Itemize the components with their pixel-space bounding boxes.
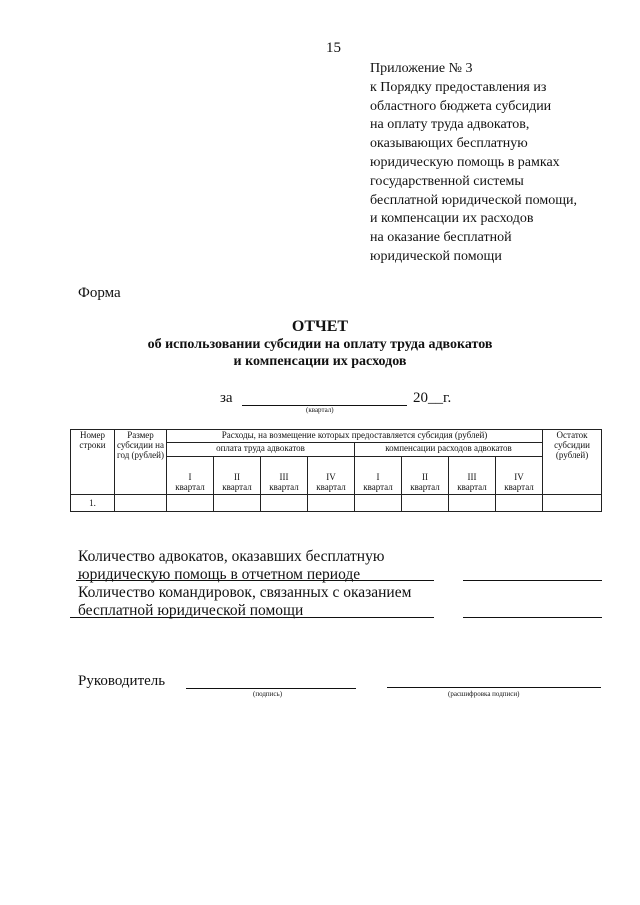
- header-subsidy-size: Размер субсидии на год (рублей): [115, 430, 167, 495]
- lawyers-count-label: Количество адвокатов, оказавших бесплатную юридическую помощь в отчетном периоде: [78, 548, 385, 583]
- appendix-line: юридическую помощь в рамках: [370, 154, 560, 170]
- page-number: 15: [326, 40, 341, 56]
- table-cell[interactable]: [496, 495, 543, 512]
- table-cell[interactable]: [355, 495, 402, 512]
- quarter-header: III квартал: [261, 457, 308, 495]
- appendix-line: на оплату труда адвокатов,: [370, 117, 530, 133]
- appendix-line: на оказание бесплатной: [370, 230, 512, 246]
- appendix-line: бесплатной юридической помощи,: [370, 192, 577, 208]
- form-label: Форма: [78, 285, 121, 301]
- table-cell[interactable]: [402, 495, 449, 512]
- report-table: [70, 429, 602, 512]
- quarter-header: II квартал: [402, 457, 449, 495]
- report-title: ОТЧЕТ: [291, 318, 349, 335]
- appendix-line: государственной системы: [370, 173, 524, 189]
- quarter-header: I квартал: [355, 457, 402, 495]
- table-cell[interactable]: [449, 495, 496, 512]
- quarter-header: I квартал: [167, 457, 214, 495]
- signature-decode-caption: (расшифровка подписи): [448, 690, 520, 698]
- table-cell[interactable]: [308, 495, 355, 512]
- appendix-line: областного бюджета субсидии: [370, 98, 552, 114]
- header-expenses: Расходы, на возмещение которых предоставляется субсидия (рублей): [167, 430, 543, 443]
- appendix-line: Приложение № 3: [370, 61, 473, 76]
- appendix-line: к Порядку предоставления из: [370, 79, 547, 95]
- trips-count-label: Количество командировок, связанных с оказанием бесплатной юридической помощи: [78, 584, 412, 619]
- quarter-header: IV квартал: [496, 457, 543, 495]
- appendix-line: оказывающих бесплатную: [370, 136, 528, 152]
- signature-decode-field[interactable]: [387, 687, 601, 688]
- table-cell[interactable]: [261, 495, 308, 512]
- report-subtitle-line2: и компенсации их расходов: [233, 354, 407, 369]
- appendix-header: [370, 60, 630, 267]
- header-balance: Остаток субсидии (рублей): [543, 430, 602, 495]
- table-row: [71, 495, 602, 512]
- period-prefix: за: [220, 390, 233, 406]
- lawyers-label-underline: [76, 580, 434, 581]
- appendix-line: юридической помощи: [370, 248, 502, 264]
- table-cell[interactable]: [543, 495, 602, 512]
- header-labor-group: оплата труда адвокатов: [167, 443, 355, 457]
- signature-field[interactable]: [186, 688, 356, 689]
- head-label: Руководитель: [78, 673, 166, 689]
- lawyers-count-field[interactable]: [463, 580, 602, 581]
- period-year: 20__г.: [413, 390, 452, 406]
- table-cell[interactable]: [115, 495, 167, 512]
- signature-caption: (подпись): [253, 690, 283, 698]
- period-caption: (квартал): [306, 406, 334, 414]
- table-cell[interactable]: [167, 495, 214, 512]
- header-row-number: Номер строки: [71, 430, 115, 495]
- quarter-header: IV квартал: [308, 457, 355, 495]
- trips-count-field[interactable]: [463, 617, 602, 618]
- trips-label-underline: [70, 617, 434, 618]
- quarter-header: III квартал: [449, 457, 496, 495]
- row-number-cell: 1.: [71, 495, 115, 512]
- table-cell[interactable]: [214, 495, 261, 512]
- appendix-line: и компенсации их расходов: [370, 211, 534, 227]
- report-subtitle-line1: об использовании субсидии на оплату труда адвокатов: [147, 337, 493, 352]
- header-compensation-group: компенсации расходов адвокатов: [355, 443, 543, 457]
- quarter-header: II квартал: [214, 457, 261, 495]
